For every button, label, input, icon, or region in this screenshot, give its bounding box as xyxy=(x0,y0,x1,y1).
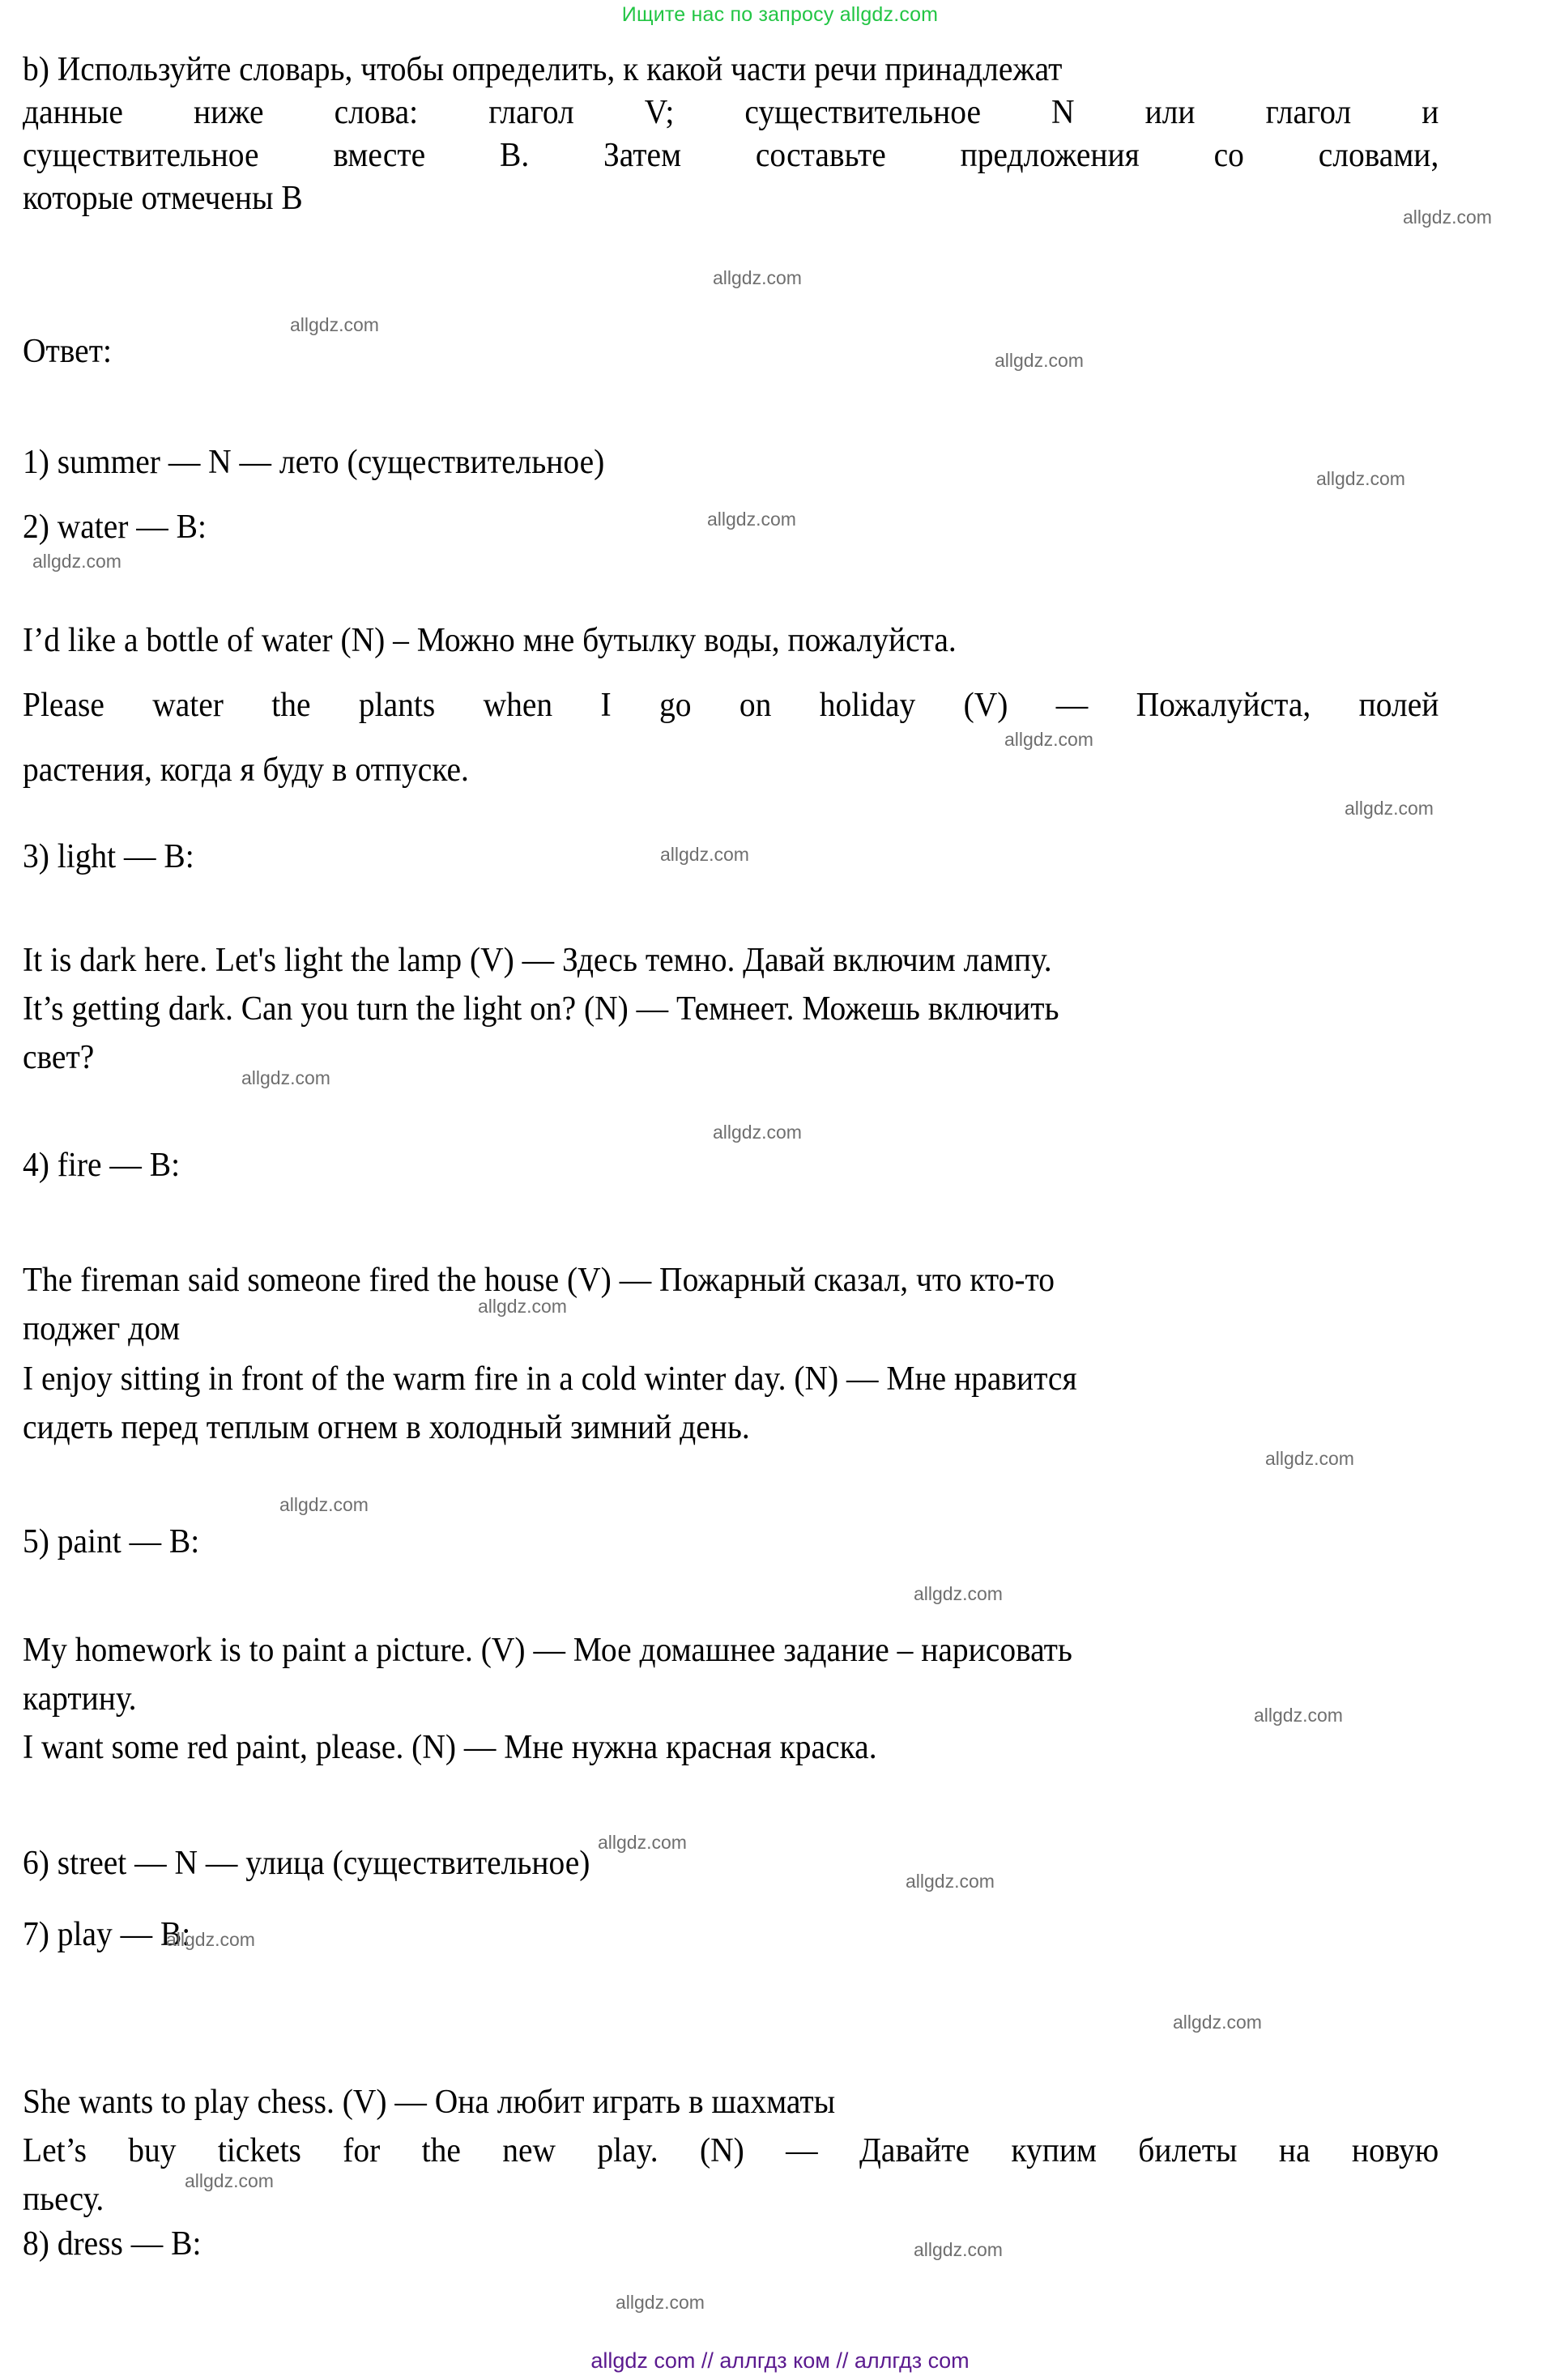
item-2-sentence-2-word-2: the xyxy=(271,687,311,724)
site-footer xyxy=(0,2348,1560,2374)
item-5-sentence-2 xyxy=(23,1678,1447,1721)
watermark-2: allgdz.com xyxy=(713,267,802,288)
watermark-16: allgdz.com xyxy=(914,1583,1003,1604)
item-2-sentence-2-word-10: — xyxy=(1055,687,1089,724)
watermark-19: allgdz.com xyxy=(906,1871,995,1892)
item-5-sentence-3 xyxy=(23,1726,1447,1769)
item-2-sentence-2-word-6: go xyxy=(659,687,692,724)
watermark-4: allgdz.com xyxy=(995,350,1084,371)
item-2-sentence-2-word-8: holiday xyxy=(819,687,916,724)
item-4-sentence-1 xyxy=(23,1259,1447,1302)
item-4-sentence-2 xyxy=(23,1308,1447,1351)
item-4-sentence-3-text: I enjoy sitting in front of the warm fire in a cold winter day. (N) — Мне нравится xyxy=(23,1360,1077,1398)
task-line-3-word-2: B. xyxy=(499,136,530,174)
task-line-1: b) Используйте словарь, чтобы определить, к какой части речи принадлежат xyxy=(23,51,1063,88)
item-2-sentence-2-word-1: water xyxy=(152,687,224,724)
item-7-sentence-3-text: пьесу. xyxy=(23,2181,104,2218)
item-7-sentence-2 xyxy=(23,2130,1447,2173)
task-line-2-word-6: N xyxy=(1051,93,1075,131)
task-line-2-word-4: V; xyxy=(644,93,675,131)
task-line-4: которые отмечены B xyxy=(23,179,303,217)
answer-label xyxy=(23,330,1447,373)
watermark-11: allgdz.com xyxy=(241,1067,330,1088)
task-statement xyxy=(23,49,1447,220)
item-3-sentence-2-text: It’s getting dark. Can you turn the light on? (N) — Темнеет. Можешь включить xyxy=(23,990,1059,1028)
item-5-heading-text: 5) paint — B: xyxy=(23,1523,200,1560)
task-line-2-word-5: существительное xyxy=(744,93,981,131)
item-3-sentence-1-text: It is dark here. Let's light the lamp (V) — Здесь темно. Давай включим лампу. xyxy=(23,942,1052,979)
watermark-3: allgdz.com xyxy=(290,314,379,335)
item-4-heading xyxy=(23,1144,1447,1187)
item-7-sentence-2-word-8: — xyxy=(786,2132,818,2169)
task-line-3-word-5: предложения xyxy=(960,136,1140,174)
watermark-17: allgdz.com xyxy=(1254,1705,1343,1726)
watermark-24: allgdz.com xyxy=(616,2292,705,2313)
watermark-22: allgdz.com xyxy=(185,2170,274,2191)
task-line-2-word-0: данные xyxy=(23,93,123,131)
item-7-sentence-2-word-13: новую xyxy=(1351,2132,1439,2169)
watermark-18: allgdz.com xyxy=(598,1832,687,1853)
item-7-sentence-2-word-10: купим xyxy=(1011,2132,1097,2169)
item-3-sentence-2 xyxy=(23,988,1447,1031)
item-4-heading-text: 4) fire — B: xyxy=(23,1147,181,1184)
item-5-sentence-3-text: I want some red paint, please. (N) — Мне нужна красная краска. xyxy=(23,1729,877,1766)
item-6-heading xyxy=(23,1842,1447,1885)
item-7-sentence-2-word-2: tickets xyxy=(217,2132,301,2169)
item-2-sentence-3 xyxy=(23,749,1447,792)
watermark-5: allgdz.com xyxy=(1316,468,1405,489)
watermark-9: allgdz.com xyxy=(1345,798,1434,819)
item-7-sentence-2-word-12: на xyxy=(1278,2132,1311,2169)
item-5-sentence-1-text: My homework is to paint a picture. (V) — Мое домашнее задание – нарисовать xyxy=(23,1632,1072,1669)
watermark-7: allgdz.com xyxy=(32,551,121,572)
item-4-sentence-4 xyxy=(23,1407,1447,1450)
answer-label-text: Ответ: xyxy=(23,333,112,370)
watermark-12: allgdz.com xyxy=(713,1122,802,1143)
task-line-2-word-7: или xyxy=(1144,93,1196,131)
item-6-heading-text: 6) street — N — улица (существительное) xyxy=(23,1845,590,1882)
item-7-heading-text: 7) play — B: xyxy=(23,1916,191,1953)
item-7-sentence-2-word-3: for xyxy=(343,2132,381,2169)
item-2-sentence-1 xyxy=(23,619,1447,662)
item-5-sentence-2-text: картину. xyxy=(23,1680,137,1718)
item-7-sentence-2-word-0: Let’s xyxy=(23,2132,87,2169)
watermark-23: allgdz.com xyxy=(914,2239,1003,2260)
item-2-sentence-2-word-11: Пожалуйста, xyxy=(1136,687,1311,724)
item-3-sentence-3 xyxy=(23,1037,1447,1079)
item-4-sentence-3 xyxy=(23,1358,1447,1401)
item-2-sentence-2-word-9: (V) xyxy=(963,687,1008,724)
task-line-2-word-2: слова: xyxy=(334,93,419,131)
footer-text: allgdz com // аллгдз ком // аллгдз com xyxy=(590,2348,970,2373)
task-line-3-word-6: со xyxy=(1213,136,1244,174)
watermark-6: allgdz.com xyxy=(707,509,796,530)
watermark-15: allgdz.com xyxy=(279,1494,369,1515)
item-2-heading-text: 2) water — B: xyxy=(23,509,207,546)
watermark-13: allgdz.com xyxy=(478,1296,567,1317)
item-3-sentence-1 xyxy=(23,939,1447,982)
item-2-sentence-2-word-7: on xyxy=(739,687,772,724)
watermark-14: allgdz.com xyxy=(1265,1448,1354,1469)
item-2-sentence-2-word-3: plants xyxy=(358,687,436,724)
item-7-sentence-2-word-1: buy xyxy=(128,2132,177,2169)
item-7-sentence-2-word-7: (N) xyxy=(700,2132,744,2169)
item-2-sentence-2 xyxy=(23,684,1447,727)
item-2-sentence-2-word-5: I xyxy=(600,687,612,724)
task-line-2-word-3: глагол xyxy=(488,93,574,131)
item-2-sentence-2-word-4: when xyxy=(483,687,553,724)
item-2-sentence-1-text: I’d like a bottle of water (N) – Можно мне бутылку воды, пожалуйста. xyxy=(23,622,957,659)
item-2-sentence-2-word-0: Please xyxy=(23,687,104,724)
watermark-8: allgdz.com xyxy=(1004,729,1093,750)
task-line-3-word-7: словами, xyxy=(1318,136,1439,174)
task-line-3-word-0: существительное xyxy=(23,136,259,174)
promo-text: Ищите нас по запросу allgdz.com xyxy=(621,3,939,26)
item-7-sentence-2-word-4: the xyxy=(421,2132,461,2169)
item-7-sentence-2-word-6: play. xyxy=(597,2132,659,2169)
watermark-1: allgdz.com xyxy=(1403,206,1492,228)
item-7-sentence-1 xyxy=(23,2081,1447,2124)
item-8-heading xyxy=(23,2223,1447,2266)
task-line-2-word-1: ниже xyxy=(193,93,264,131)
item-7-sentence-1-text: She wants to play chess. (V) — Она любит играть в шахматы xyxy=(23,2084,836,2121)
task-line-3 xyxy=(23,134,1439,177)
item-4-sentence-4-text: сидеть перед теплым огнем в холодный зимний день. xyxy=(23,1409,750,1446)
item-7-sentence-2-word-11: билеты xyxy=(1138,2132,1238,2169)
item-3-sentence-3-text: свет? xyxy=(23,1039,95,1076)
watermark-21: allgdz.com xyxy=(1173,2012,1262,2033)
item-3-heading-text: 3) light — B: xyxy=(23,838,194,875)
item-2-sentence-3-text: растения, когда я буду в отпуске. xyxy=(23,751,469,789)
item-7-sentence-2-word-5: new xyxy=(502,2132,556,2169)
item-2-sentence-2-word-12: полей xyxy=(1358,687,1439,724)
item-1-heading-text: 1) summer — N — лето (существительное) xyxy=(23,444,605,481)
task-line-2-word-9: и xyxy=(1421,93,1439,131)
item-8-heading-text: 8) dress — B: xyxy=(23,2225,202,2263)
task-line-3-word-1: вместе xyxy=(333,136,426,174)
item-4-sentence-2-text: поджег дом xyxy=(23,1310,181,1348)
task-line-2-word-8: глагол xyxy=(1265,93,1352,131)
task-line-3-word-4: составьте xyxy=(755,136,886,174)
item-5-sentence-1 xyxy=(23,1629,1447,1672)
watermark-20: allgdz.com xyxy=(166,1929,255,1950)
item-7-sentence-2-word-9: Давайте xyxy=(859,2132,970,2169)
item-4-sentence-1-text: The fireman said someone fired the house (V) — Пожарный сказал, что кто-то xyxy=(23,1262,1055,1299)
task-line-2 xyxy=(23,92,1439,134)
item-5-heading xyxy=(23,1521,1447,1564)
task-line-3-word-3: Затем xyxy=(603,136,682,174)
watermark-10: allgdz.com xyxy=(660,844,749,865)
item-1-heading xyxy=(23,441,1447,484)
